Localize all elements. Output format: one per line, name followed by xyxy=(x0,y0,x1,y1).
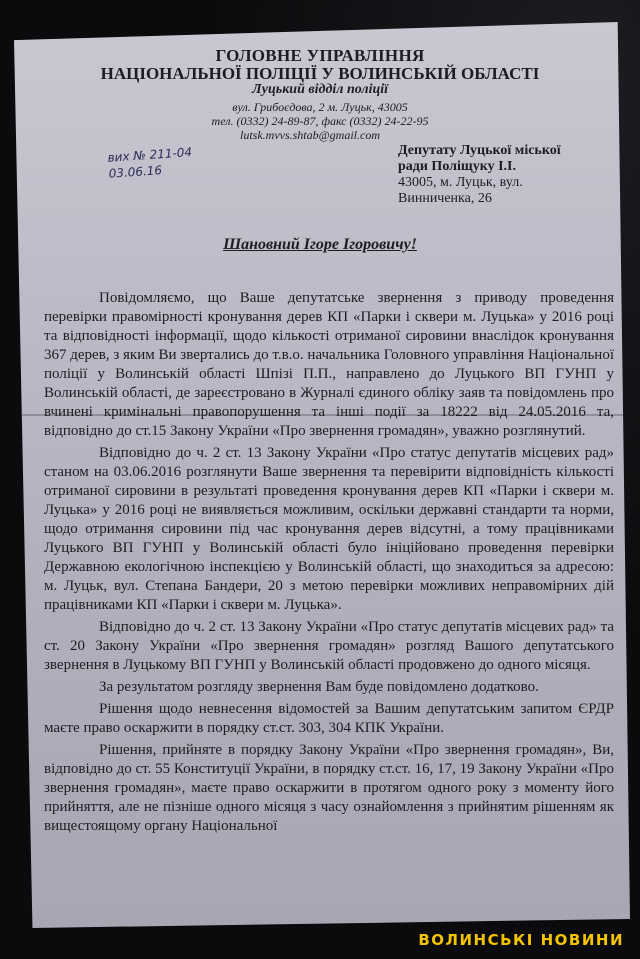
paragraph-5: Рішення щодо невнесення відомостей за Вашим депутатським запитом ЄРДР маєте право оскаржити в порядку ст.ст. 303, 304 КПК України. xyxy=(44,701,614,736)
paragraph-1: Повідомляємо, що Ваше депутатське звернення з приводу проведення перевірки правомірності кронування дерев КП «Парки і сквери м. Луцька» у 2016 році та відповідності інформації, щодо кількості отриманої сировини внаслідок кронування 367 дерев, з яким Ви звертались до т.в.о. начальника Головного управління Національної поліції у Волинській області Шпізі П.П., направлено до Луцького ВП ГУНП у Волинській області, де зареєстровано в Журналі єдиного обліку заяв та повідомлень про вчинені кримінальні правопорушення та інші події за 18222 від 24.05.2016 та, відповідно до ст.15 Закону України «Про звернення громадян», уважно розглянутий. xyxy=(44,290,614,439)
header-line-1: ГОЛОВНЕ УПРАВЛІННЯ xyxy=(215,46,425,65)
recipient-line-1: Депутату Луцької міської xyxy=(398,143,561,158)
handwritten-date: 03.06.16 xyxy=(108,163,163,181)
paragraph-2: Відповідно до ч. 2 ст. 13 Закону України «Про статус депутатів місцевих рад» станом на 03.06.2016 розглянути Ваше звернення та перевірити відповідність кількості отриманої сировини в результаті проведення кронування дерев КП «Парки і сквери м. Луцька» у 2016 році не виявляється можливим, оскільки державні стандарти та норми, щодо отримання сировини під час кронування дерев відсутні, а тому працівниками Луцького ВП ГУНП у Волинській області було ініційовано проведення перевірки Державною екологічною інспекцією у Волинській області, що знаходиться за адресою: м. Луцьк, вул. Степана Бандери, 20 з метою перевірки можливих неправомірних дій працівниками КП «Парки і сквери м. Луцька». xyxy=(44,445,614,613)
recipient-line-3: 43005, м. Луцьк, вул. xyxy=(398,175,523,190)
letter-body xyxy=(44,289,614,836)
header-phones: тел. (0332) 24-89-87, факс (0332) 24-22-95 xyxy=(211,114,429,128)
paragraph-4: За результатом розгляду звернення Вам буде повідомлено додатково. xyxy=(99,679,539,695)
recipient-line-2: ради Поліщуку І.І. xyxy=(398,159,516,174)
header-email: lutsk.mvvs.shtab@gmail.com xyxy=(239,128,381,142)
publisher-watermark: ВОЛИНСЬКІ НОВИНИ xyxy=(418,931,624,949)
handwritten-number: вих № 211-04 xyxy=(107,144,193,165)
recipient-line-4: Винниченка, 26 xyxy=(398,191,492,206)
recipient-block xyxy=(398,143,598,207)
greeting: Шановний Ігоре Ігоровичу! xyxy=(223,236,417,253)
header-address: вул. Грибоєдова, 2 м. Луцьк, 43005 xyxy=(232,100,408,114)
header-department: Луцький відділ поліції xyxy=(251,82,389,97)
header-line-2: НАЦІОНАЛЬНОЇ ПОЛІЦІЇ У ВОЛИНСЬКІЙ ОБЛАСТІ xyxy=(100,64,540,83)
paragraph-6: Рішення, прийняте в порядку Закону України «Про звернення громадян», Ви, відповідно до ст. 55 Конституції України, в порядку ст.ст. 16, 17, 19 Закону України «Про звернення громадян», маєте право оскаржити в протягом одного року з моменту його прийняття, але не пізніше одного місяця з часу ознайомлення з прийнятим рішенням як вищестоящому органу Національної xyxy=(44,742,614,834)
paragraph-3: Відповідно до ч. 2 ст. 13 Закону України «Про статус депутатів місцевих рад» та ст. 20 Закону України «Про звернення громадян» розгляд Вашого депутатського звернення в Луцькому ВП ГУНП у Волинській області продовжено до одного місяця. xyxy=(44,619,614,673)
